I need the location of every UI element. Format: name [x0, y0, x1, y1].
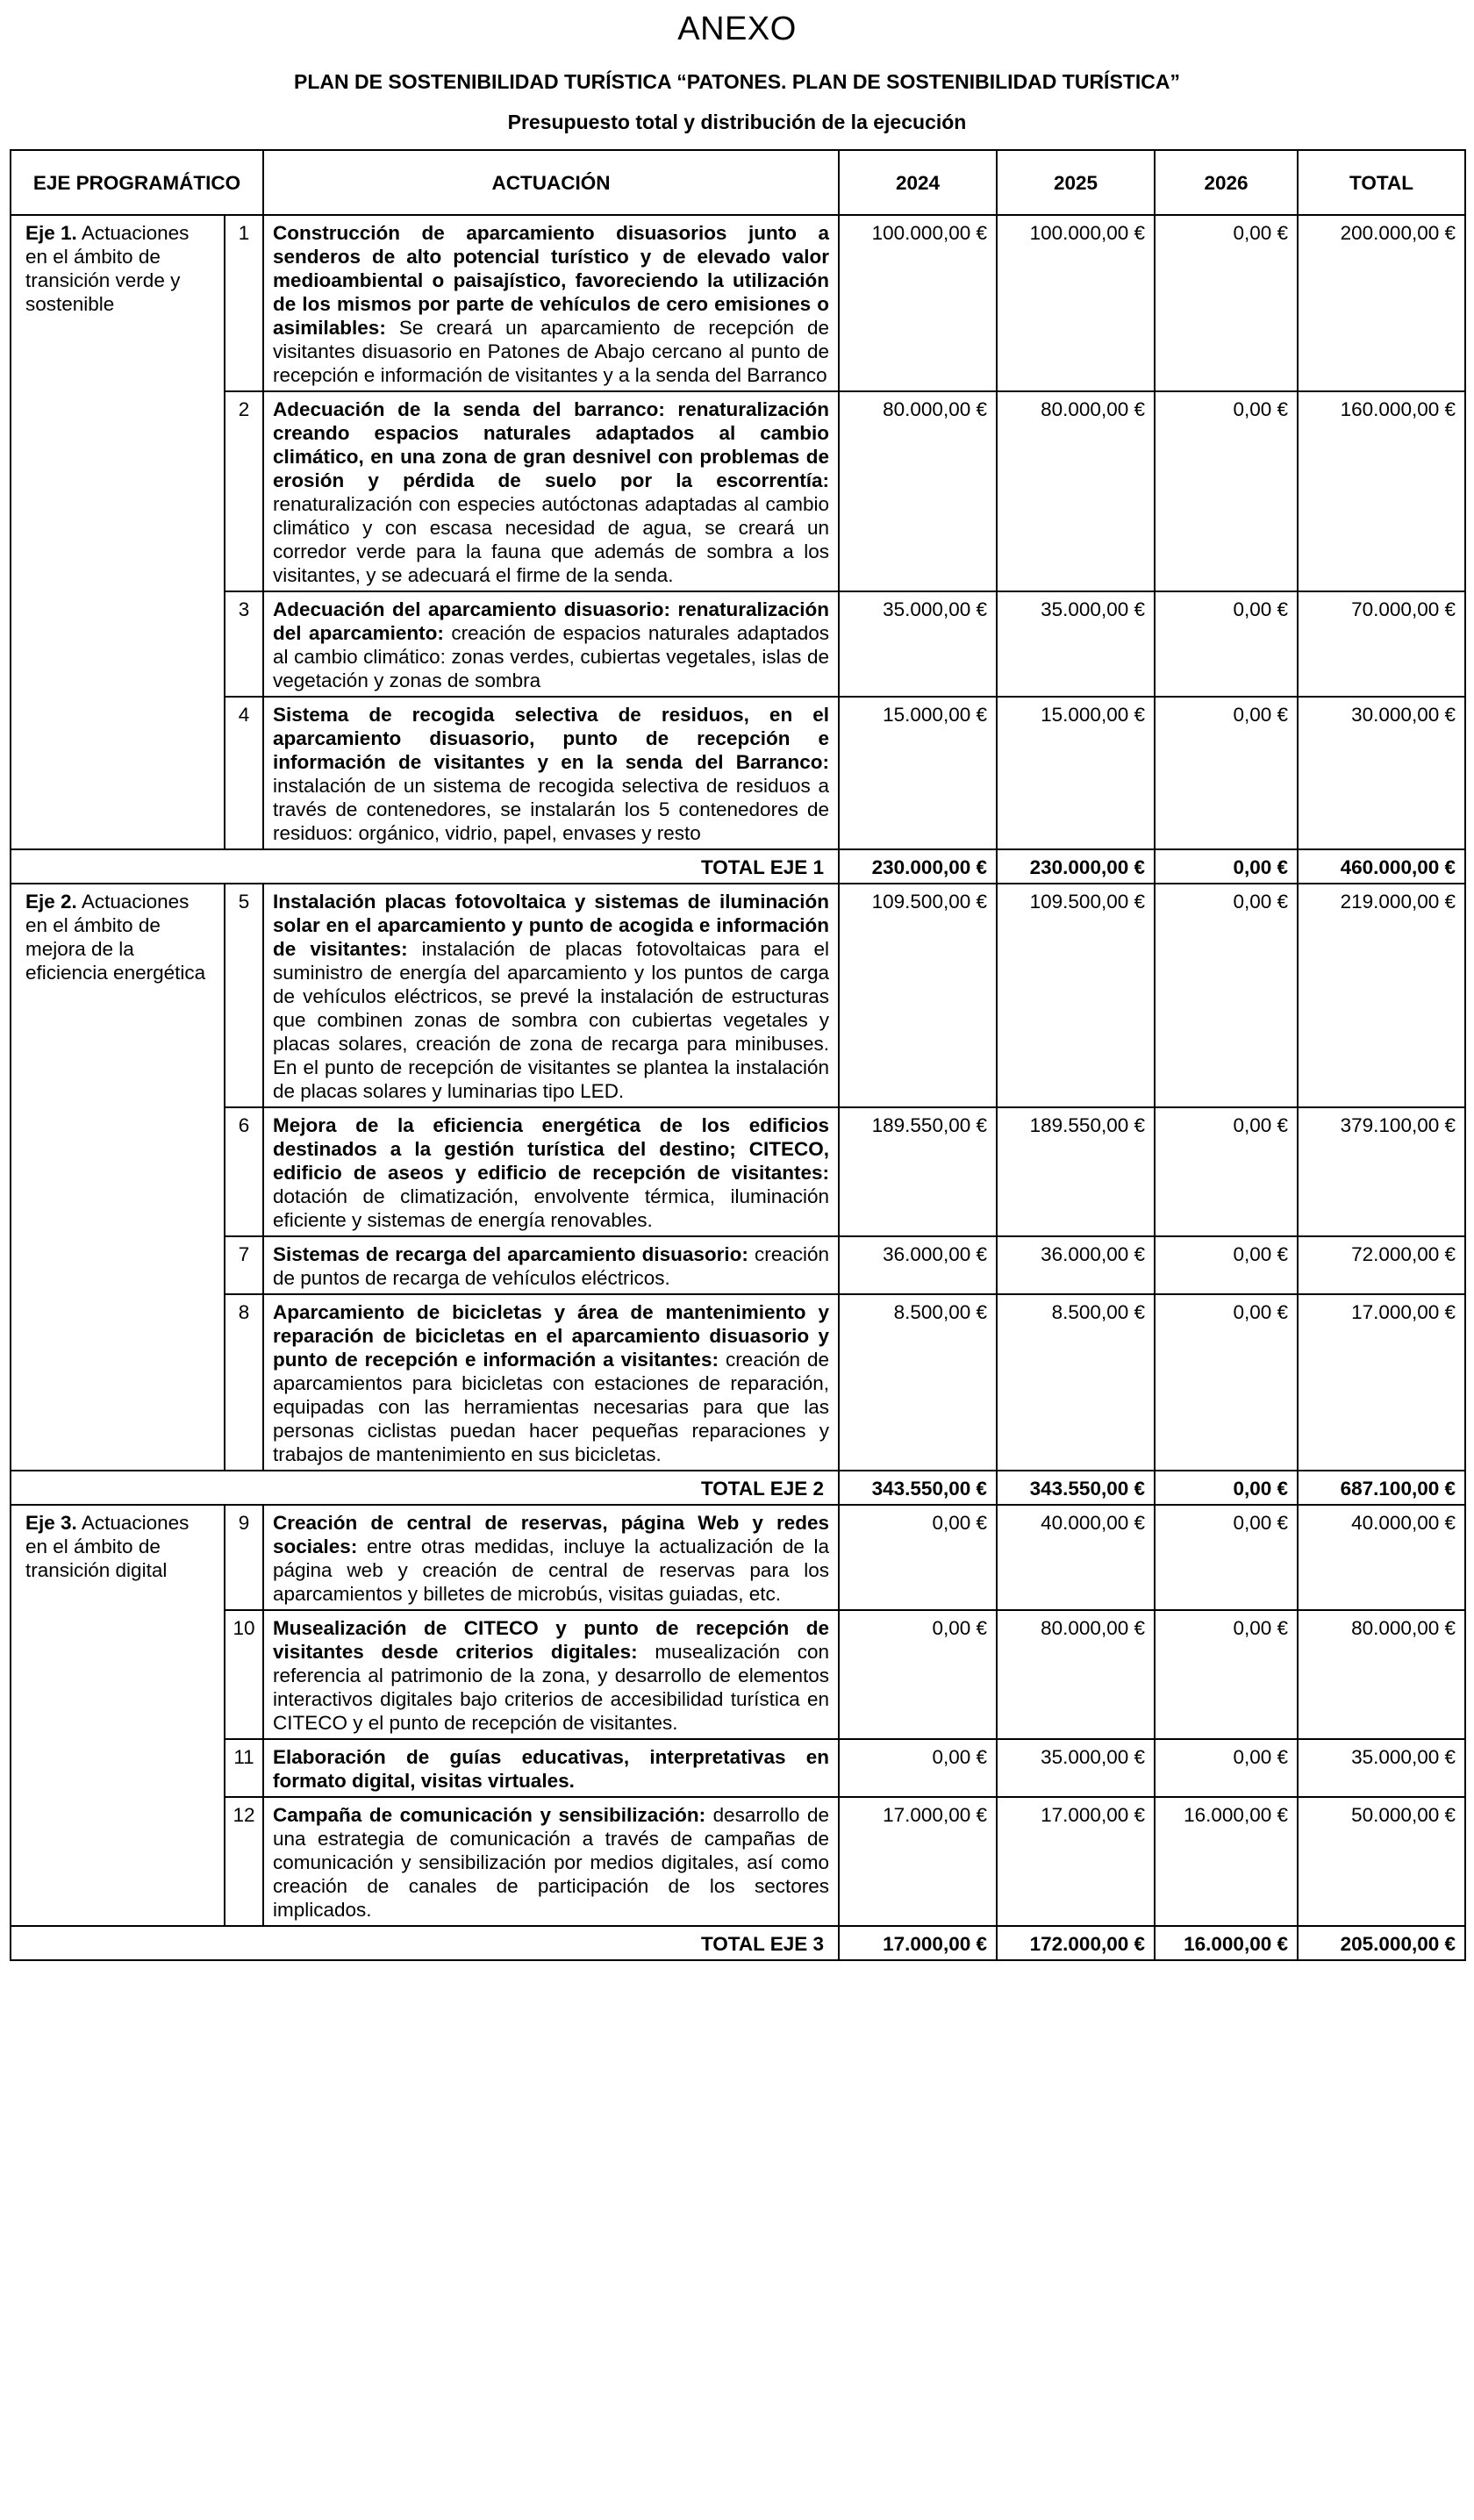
axis-2-label-bold: Eje 2. [25, 891, 77, 913]
document-title: ANEXO [677, 11, 797, 47]
row-number: 11 [225, 1739, 263, 1797]
header-2025: 2025 [997, 150, 1155, 215]
amount-2024: 15.000,00 € [839, 697, 997, 849]
amount-2025: 35.000,00 € [997, 1739, 1155, 1797]
amount-2024: 36.000,00 € [839, 1236, 997, 1294]
row-number: 3 [225, 591, 263, 697]
action-title: Adecuación de la senda del barranco: renaturalización creando espacios naturales adaptados al cambio climático, en una zona de gran desnivel con problemas de erosión y pérdida de suelo por la escorrentía: [273, 398, 829, 491]
action-description [263, 1236, 839, 1294]
amount-total: 40.000,00 € [1298, 1505, 1465, 1610]
amount-total: 379.100,00 € [1298, 1107, 1465, 1236]
amount-total: 50.000,00 € [1298, 1797, 1465, 1926]
amount-2026: 0,00 € [1155, 215, 1298, 391]
axis-1-label-bold: Eje 1. [25, 222, 77, 244]
amount-total: 30.000,00 € [1298, 697, 1465, 849]
amount-2024: 100.000,00 € [839, 215, 997, 391]
action-title: Sistema de recogida selectiva de residuos, en el aparcamiento disuasorio, punto de recepción e información de visitantes y en la senda del Barranco: [273, 704, 829, 773]
action-description [263, 884, 839, 1107]
action-text: Se creará un aparcamiento de recepción de visitantes disuasorio en Patones de Abajo cercano al punto de recepción e información de visitantes y a la senda del Barranco [273, 317, 829, 386]
amount-total: 17.000,00 € [1298, 1294, 1465, 1471]
action-title: Elaboración de guías educativas, interpretativas en formato digital, visitas virtuales. [273, 1746, 829, 1792]
axis-total-2026: 0,00 € [1155, 849, 1298, 884]
action-text: creación de aparcamientos para bicicletas con estaciones de reparación, equipadas con las herramientas necesarias para que las personas ciclistas puedan hacer pequeñas reparaciones y trabajos de mantenimiento en sus bicicletas. [273, 1349, 829, 1465]
amount-2025: 17.000,00 € [997, 1797, 1155, 1926]
axis-total-2026: 16.000,00 € [1155, 1926, 1298, 1960]
table-row [11, 1797, 1465, 1926]
row-number: 6 [225, 1107, 263, 1236]
axis-total-label: TOTAL EJE 1 [11, 849, 839, 884]
amount-2024: 0,00 € [839, 1505, 997, 1610]
amount-total: 219.000,00 € [1298, 884, 1465, 1107]
action-title: Aparcamiento de bicicletas y área de mantenimiento y reparación de bicicletas en el aparcamiento disuasorio y punto de recepción e información a visitantes: [273, 1301, 829, 1371]
axis-2-label [11, 884, 225, 1471]
row-number: 8 [225, 1294, 263, 1471]
action-description [263, 215, 839, 391]
axis-3-label [11, 1505, 225, 1926]
action-text: renaturalización con especies autóctonas adaptadas al cambio climático y con escasa necesidad de agua, se creará un corredor verde para la fauna que además de sombra a los visitantes, y se adecuará el firme de la senda. [273, 493, 829, 586]
axis-total-2026: 0,00 € [1155, 1471, 1298, 1505]
amount-2025: 80.000,00 € [997, 391, 1155, 591]
axis-total-2024: 230.000,00 € [839, 849, 997, 884]
action-description [263, 1797, 839, 1926]
action-text: instalación de un sistema de recogida selectiva de residuos a través de contenedores, se instalarán los 5 contenedores de residuos: orgánico, vidrio, papel, envases y resto [273, 775, 829, 844]
amount-2025: 36.000,00 € [997, 1236, 1155, 1294]
table-row [11, 1739, 1465, 1797]
axis-total-2025: 172.000,00 € [997, 1926, 1155, 1960]
action-text: entre otras medidas, incluye la actualización de la página web y creación de central de reservas para los aparcamientos y billetes de microbús, visitas guiadas, etc. [273, 1536, 829, 1605]
action-title: Instalación placas fotovoltaica y sistemas de iluminación solar en el aparcamiento y punto de acogida e información de visitantes: [273, 891, 829, 960]
table-row [11, 1236, 1465, 1294]
axis-1-label-text: Actuaciones en el ámbito de transición verde y sostenible [25, 222, 190, 315]
amount-2026: 0,00 € [1155, 1294, 1298, 1471]
action-description [263, 391, 839, 591]
header-2026: 2026 [1155, 150, 1298, 215]
action-text: desarrollo de una estrategia de comunicación a través de campañas de comunicación y sensibilización por medios digitales, así como creación de canales de participación de los sectores implicados. [273, 1804, 829, 1921]
action-text: instalación de placas fotovoltaicas para el suministro de energía del aparcamiento y los puntos de carga de vehículos eléctricos, se prevé la instalación de estructuras que combinen zonas de sombra con cubiertas vegetales y placas solares, creación de zona de recarga para minibuses. En el punto de recepción de visitantes se plantea la instalación de placas solares y luminarias tipo LED. [273, 938, 829, 1102]
header-axis: EJE PROGRAMÁTICO [11, 150, 263, 215]
action-description [263, 1107, 839, 1236]
amount-total: 70.000,00 € [1298, 591, 1465, 697]
amount-2024: 35.000,00 € [839, 591, 997, 697]
amount-2024: 189.550,00 € [839, 1107, 997, 1236]
action-description [263, 1610, 839, 1739]
axis-total-total: 687.100,00 € [1298, 1471, 1465, 1505]
action-text: creación de espacios naturales adaptados al cambio climático: zonas verdes, cubiertas vegetales, islas de vegetación y zonas de sombra [273, 622, 829, 691]
amount-2026: 0,00 € [1155, 1610, 1298, 1739]
row-number: 7 [225, 1236, 263, 1294]
amount-2026: 0,00 € [1155, 1236, 1298, 1294]
axis-total-2025: 230.000,00 € [997, 849, 1155, 884]
table-header-row [11, 150, 1465, 215]
document-subtitle: PLAN DE SOSTENIBILIDAD TURÍSTICA “PATONES. PLAN DE SOSTENIBILIDAD TURÍSTICA” [294, 70, 1180, 93]
table-row [11, 697, 1465, 849]
table-row [11, 215, 1465, 391]
amount-2024: 0,00 € [839, 1610, 997, 1739]
amount-2026: 0,00 € [1155, 591, 1298, 697]
amount-2025: 40.000,00 € [997, 1505, 1155, 1610]
axis-3-label-text: Actuaciones en el ámbito de transición digital [25, 1512, 190, 1581]
amount-total: 80.000,00 € [1298, 1610, 1465, 1739]
axis-total-row [11, 849, 1465, 884]
row-number: 2 [225, 391, 263, 591]
header-total: TOTAL [1298, 150, 1465, 215]
amount-2026: 16.000,00 € [1155, 1797, 1298, 1926]
axis-total-label: TOTAL EJE 3 [11, 1926, 839, 1960]
action-description [263, 1505, 839, 1610]
axis-total-row [11, 1926, 1465, 1960]
amount-2026: 0,00 € [1155, 1107, 1298, 1236]
action-text: creación de puntos de recarga de vehículos eléctricos. [273, 1243, 829, 1289]
action-text: dotación de climatización, envolvente térmica, iluminación eficiente y sistemas de energía renovables. [273, 1185, 829, 1231]
row-number: 12 [225, 1797, 263, 1926]
table-row [11, 1610, 1465, 1739]
amount-2025: 35.000,00 € [997, 591, 1155, 697]
amount-2026: 0,00 € [1155, 884, 1298, 1107]
table-row [11, 591, 1465, 697]
action-text: musealización con referencia al patrimonio de la zona, y desarrollo de elementos interactivos digitales bajo criterios de accesibilidad turística en CITECO y el punto de recepción de visitantes. [273, 1641, 829, 1734]
axis-2-label-text: Actuaciones en el ámbito de mejora de la eficiencia energética [25, 891, 206, 984]
action-title: Sistemas de recarga del aparcamiento disuasorio: [273, 1243, 748, 1265]
table-caption: Presupuesto total y distribución de la ejecución [507, 111, 967, 133]
budget-table [10, 149, 1466, 1961]
action-title: Campaña de comunicación y sensibilización: [273, 1804, 706, 1826]
axis-total-2024: 17.000,00 € [839, 1926, 997, 1960]
header-2024: 2024 [839, 150, 997, 215]
table-row [11, 1505, 1465, 1610]
amount-2024: 17.000,00 € [839, 1797, 997, 1926]
axis-1-label [11, 215, 225, 849]
amount-2025: 80.000,00 € [997, 1610, 1155, 1739]
action-title: Mejora de la eficiencia energética de los edificios destinados a la gestión turística del destino; CITECO, edificio de aseos y edificio de recepción de visitantes: [273, 1114, 829, 1184]
action-title: Creación de central de reservas, página Web y redes sociales: [273, 1512, 829, 1557]
amount-total: 35.000,00 € [1298, 1739, 1465, 1797]
amount-2024: 80.000,00 € [839, 391, 997, 591]
action-description [263, 591, 839, 697]
axis-total-total: 460.000,00 € [1298, 849, 1465, 884]
table-row [11, 1107, 1465, 1236]
amount-2024: 8.500,00 € [839, 1294, 997, 1471]
axis-total-2025: 343.550,00 € [997, 1471, 1155, 1505]
amount-2025: 189.550,00 € [997, 1107, 1155, 1236]
amount-2025: 8.500,00 € [997, 1294, 1155, 1471]
amount-2024: 0,00 € [839, 1739, 997, 1797]
row-number: 4 [225, 697, 263, 849]
header-action: ACTUACIÓN [263, 150, 839, 215]
axis-total-2024: 343.550,00 € [839, 1471, 997, 1505]
amount-2026: 0,00 € [1155, 697, 1298, 849]
row-number: 5 [225, 884, 263, 1107]
action-title: Adecuación del aparcamiento disuasorio: renaturalización del aparcamiento: [273, 598, 829, 644]
amount-total: 200.000,00 € [1298, 215, 1465, 391]
action-title: Musealización de CITECO y punto de recepción de visitantes desde criterios digitales: [273, 1617, 829, 1663]
amount-2025: 15.000,00 € [997, 697, 1155, 849]
row-number: 1 [225, 215, 263, 391]
amount-2026: 0,00 € [1155, 1505, 1298, 1610]
row-number: 9 [225, 1505, 263, 1610]
axis-total-label: TOTAL EJE 2 [11, 1471, 839, 1505]
amount-total: 72.000,00 € [1298, 1236, 1465, 1294]
amount-2025: 109.500,00 € [997, 884, 1155, 1107]
axis-total-total: 205.000,00 € [1298, 1926, 1465, 1960]
action-description [263, 1294, 839, 1471]
amount-total: 160.000,00 € [1298, 391, 1465, 591]
row-number: 10 [225, 1610, 263, 1739]
amount-2026: 0,00 € [1155, 391, 1298, 591]
action-title: Construcción de aparcamiento disuasorios junto a senderos de alto potencial turístico y de elevado valor medioambiental o paisajístico, favoreciendo la utilización de los mismos por parte de vehículos de cero emisiones o asimilables: [273, 222, 829, 339]
action-description [263, 697, 839, 849]
amount-2025: 100.000,00 € [997, 215, 1155, 391]
axis-3-label-bold: Eje 3. [25, 1512, 77, 1534]
axis-total-row [11, 1471, 1465, 1505]
amount-2024: 109.500,00 € [839, 884, 997, 1107]
table-row [11, 391, 1465, 591]
table-row [11, 1294, 1465, 1471]
action-description [263, 1739, 839, 1797]
table-row [11, 884, 1465, 1107]
amount-2026: 0,00 € [1155, 1739, 1298, 1797]
